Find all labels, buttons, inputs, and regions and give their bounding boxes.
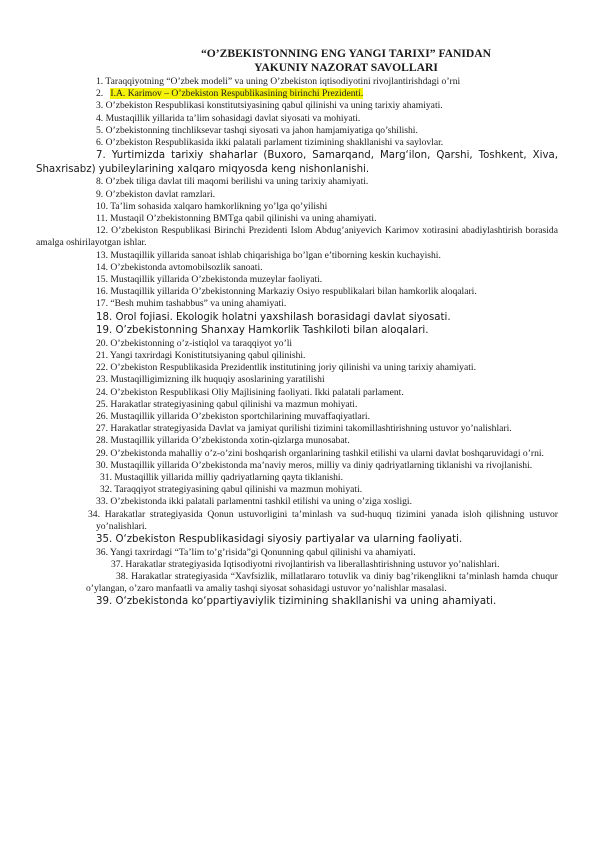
list-item-34: 34. Harakatlar strategiyasida Qonun ustuvorligini ta’minlash va sud-huquq tizimini yanada isloh qilishning ustuvor yo’nalishlari. [88, 508, 558, 532]
list-item-16: 16. Mustaqillik yillarida O’zbekistonning Markaziy Osiyo respublikalari bilan hamkorlik aloqalari. [96, 286, 477, 298]
list-item-24: 24. O’zbekiston Respublikasi Oliy Majlisining faoliyati. Ikki palatali parlament. [96, 386, 404, 398]
highlighted-text: I.A. Karimov – O’zbekiston Respublikasining birinchi Prezidenti. [110, 88, 364, 100]
list-item-5: 5. O’zbekistonning tinchliksevar tashqi siyosati va jahon hamjamiyatiga qo’shilishi. [96, 124, 418, 136]
list-item-32: 32. Taraqqiyot strategiyasining qabul qilinishi va mazmun mohiyati. [100, 484, 363, 496]
list-item-4: 4. Mustaqillik yillarida ta’lim sohasidagi davlat siyosati va mohiyati. [96, 112, 361, 124]
list-item-3: 3. O’zbekiston Respublikasi konstitutsiyasining qabul qilinishi va uning tarixiy ahamiyati. [96, 100, 443, 112]
list-item-35: 35. O‘zbekiston Respublikasidagi siyosiy partiyalar va ularning faoliyati. [96, 534, 463, 546]
list-item-37: 37. Harakatlar strategiyasida Iqtisodiyotni rivojlantirish va liberallashtirishning ustuvor yo’nalishlari. [111, 558, 500, 570]
list-item-39: 39. O‘zbekistonda ko‘ppartiyaviylik tizimining shakllanishi va uning ahamiyati. [96, 596, 497, 608]
list-item-1: 1. Taraqqiyotning “O’zbek modeli” va uning O’zbekiston iqtisodiyotini rivojlantirishdagi o’rni [96, 76, 461, 87]
list-item-31: 31. Mustaqillik yillarida milliy qadriyatlarning qayta tiklanishi. [100, 472, 344, 484]
list-item-23: 23. Mustaqilligimizning ilk huquqiy asoslarining yaratilishi [96, 374, 325, 386]
question-list [36, 76, 558, 609]
list-item-21: 21. Yangi taxrirdagi Konistitutsiyaning qabul qilinishi. [96, 350, 306, 362]
list-item-9: 9. O’zbekiston davlat ramzlari. [96, 188, 216, 200]
list-item-7: 7. Yurtimizda tarixiy shaharlar (Buxoro, Samarqand, Marg‘ilon, Qarshi, Toshkent, Xiva, Shaxrisabz) yubileylarining xalqaro miqyosda keng nishonlanishi. [36, 150, 558, 175]
list-item-29: 29. O’zbekistonda mahalliy o’z-o’zini boshqarish organlarining tashkil etilishi va ularni davlat boshqaruvidagi o’rni. [96, 447, 544, 459]
list-item-28: 28. Mustaqillik yillarida O’zbekistonda xotin-qizlarga munosabat. [96, 435, 350, 447]
list-item-33: 33. O’zbekistonda ikki palatali parlamentni tashkil etilishi va uning o’ziga xosligi. [96, 496, 412, 508]
list-item-25: 25. Harakatlar strategiyasining qabul qilinishi va mazmun mohiyati. [96, 398, 358, 410]
list-item-6: 6. O’zbekiston Respublikasida ikki palatali parlament tizimining shakllanishi va saylovlar. [96, 137, 444, 149]
list-item-13: 13. Mustaqillik yillarida sanoat ishlab chiqarishiga bo’lgan e’tiborning keskin kuchayishi. [96, 249, 441, 261]
list-item-30: 30. Mustaqillik yillarida O’zbekistonda ma’naviy meros, milliy va diniy qadriyatlarning tiklanishi va rivojlanishi. [96, 459, 533, 471]
list-item-15: 15. Mustaqillik yillarida O’zbekistonda muzeylar faoliyati. [96, 274, 323, 286]
list-item-17: 17. “Besh muhim tashabbus” va uning ahamiyati. [96, 298, 287, 310]
list-item-20: 20. O’zbekistonning o’z-istiqlol va taraqqiyot yo’li [96, 337, 293, 349]
list-item-27: 27. Harakatlar strategiyasida Davlat va jamiyat qurilishi tizimini takomillashtirishning ustuvor yo’nalishlari. [96, 423, 512, 435]
page-title: “O’ZBEKISTONNING ENG YANGI TARIXI” FANIDAN [200, 47, 492, 60]
list-item-11: 11. Mustaqil O’zbekistonning BMTga qabil qilinishi va uning ahamiyati. [96, 213, 377, 225]
list-item-8: 8. O’zbek tiliga davlat tili maqomi berilishi va uning tarixiy ahamiyati. [96, 176, 369, 188]
list-item-38: 38. Harakatlar strategiyasida “Xavfsizlik, millatlararo totuvlik va diniy bag’rikenglikni ta’minlash hamda chuqur o’ylangan, o’zaro manfaatli va amaliy tashqi siyosat sohasidagi ustuvor yo’nalishlar masalasi. [86, 571, 558, 595]
list-item-22: 22. O’zbekiston Respublikasida Prezidentlik institutining joriy qilinishi va uning tarixiy ahamiyati. [96, 362, 476, 374]
page-subtitle: YAKUNIY NAZORAT SAVOLLARI [254, 61, 438, 74]
list-item-10: 10. Ta’lim sohasida xalqaro hamkorlikning yo’lga qo’yilishi [96, 200, 328, 212]
list-item-18: 18. Orol fojiasi. Ekologik holatni yaxshilash borasidagi davlat siyosati. [96, 311, 451, 323]
list-item-36: 36. Yangi taxrirdagi “Ta’lim to’g’risida”gi Qonunning qabul qilinishi va ahamiyati. [96, 546, 416, 558]
list-item-19: 19. O’zbekistonning Shanxay Hamkorlik Tashkiloti bilan aloqalari. [96, 325, 429, 337]
list-item-2 [36, 88, 558, 100]
list-item-26: 26. Mustaqillik yillarida O’zbekiston sportchilarining muvaffaqiyatlari. [96, 411, 370, 423]
list-item-2-number: 2. [96, 88, 104, 100]
list-item-14: 14. O’zbekistonda avtomobilsozlik sanoati. [96, 261, 263, 273]
list-item-12: 12. O’zbekiston Respublikasi Birinchi Prezidenti Islom Abdug’aniyevich Karimov xotirasini abadiylashtirish borasida amalga oshirilayotgan ishlar. [36, 225, 558, 249]
